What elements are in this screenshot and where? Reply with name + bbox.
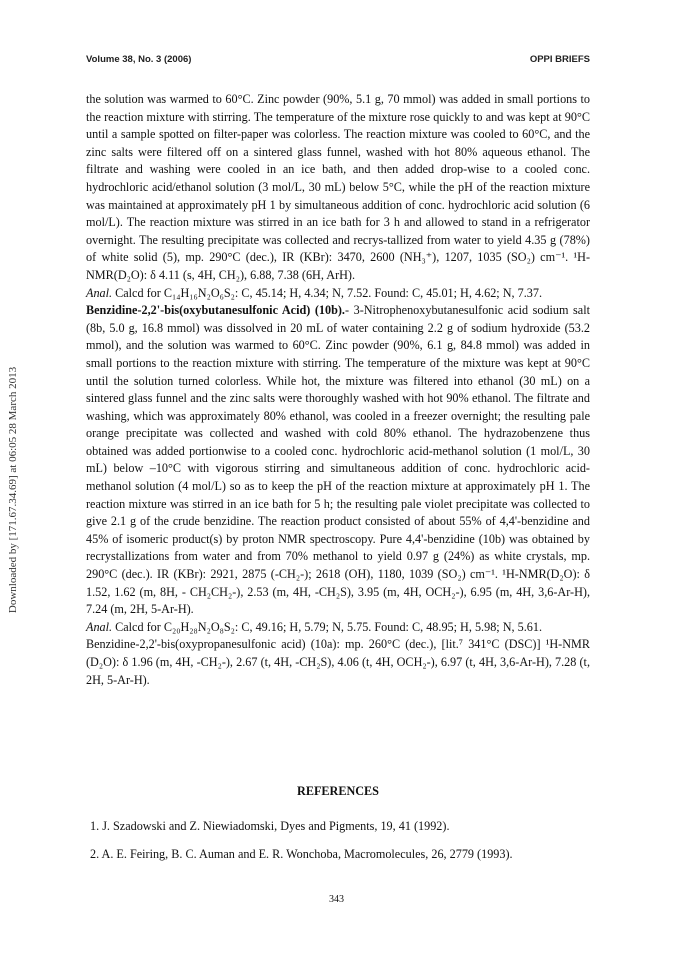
anal-label: Anal. [86, 619, 113, 634]
paragraph-continuation: the solution was warmed to 60°C. Zinc powder (90%, 5.1 g, 70 mmol) was added in small portions to the reaction mixture with stirring. The temperature of the mixture rose quickly to and was kept at 90°C until a sample spotted on filter-paper was colorless. The reaction mixture was cooled to 60°C, and the zinc salts were filtered off on a sintered glass funnel, washed with hot 80% aqueous ethanol. The filtrate and washing were cooled in an ice bath, and then added drop-wise to a cooled conc. hydrochloric acid/ethanol solution (3 mol/L, 30 mL) below 5°C, while the pH of the reaction mixture was maintained at approximately pH 1 by simultaneous addition of conc. hydrochloric acid solution (6 mol/L). The reaction mixture was stirred in an ice bath for 3 h and allowed to stand in a refrigerator overnight. The resulting precipitate was collected and recrys-tallized from water to yield 4.35 g (78%) of white solid (5), mp. 290°C (dec.), IR (KBr): 3470, 2600 (NH₃⁺), 1207, 1035 (SO₂) cm⁻¹. ¹H-NMR(D₂O): δ 4.11 (s, 4H, CH₂), 6.88, 7.38 (6H, ArH). [86, 92, 590, 282]
article-body [86, 91, 590, 689]
download-note: Downloaded by [171.67.34.69] at 06:05 28 March 2013 [7, 366, 19, 614]
anal-label: Anal. [86, 285, 113, 300]
analysis-line-10b [86, 619, 590, 637]
procedure-10b [86, 302, 590, 619]
procedure-text-10b: - 3-Nitrophenoxybutanesulfonic acid sodium salt (8b, 5.0 g, 16.8 mmol) was dissolved in 20 mL of water containing 2.2 g of sodium hydroxide (53.2 mmol), and the solution was warmed to 60°C. Zinc powder (90%, 6.1 g, 84.8 mmol) was added in small portions to the reaction mixture with stirring. The temperature of the mixture was kept at 90°C until the solution turned colorless. While hot, the mixture was filtered into ethanol (30 mL) on a sintered glass funnel and the zinc salts were thoroughly washed with hot 90% ethanol. The filtrate and washing, which was approximately 80% ethanol, was cooled in a freezer overnight; the resulting pale orange precipitate was collected and washed with cold 80% ethanol. The hydrazobenzene thus obtained was added portionwise to a cooled conc. hydrochloric acid-methanol solution (1 mol/L, 30 mL) below –10°C with vigorous stirring and simultaneous addition of conc. hydrochloric acid-methanol solution (4 mol/L) so as to keep the pH of the reaction mixture at approximately pH 1. The reaction mixture was stirred in an ice bath for 5 h; the resulting pale violet precipitate was collected to give 2.1 g of the crude benzidine. The reaction product consisted of about 55% of 4,4'-benzidine and 45% of isomeric product(s) by proton NMR spectroscopy. Pure 4,4'-benzidine (10b) was obtained by recrystallizations from water and from 70% methanol to yield 0.97 g (24%) as white crystals, mp. 290°C (dec.). IR (KBr): 2921, 2875 (-CH₂-); 2618 (OH), 1180, 1039 (SO₂) cm⁻¹. ¹H-NMR(D₂O): δ 1.52, 1.62 (m, 8H, - CH₂CH₂-), 2.53 (m, 4H, -CH₂S), 3.95 (m, 4H, OCH₂-), 6.95 (m, 4H, 3,6-Ar-H), 7.24 (m, 2H, 5-Ar-H). [86, 303, 590, 617]
analysis-line-5 [86, 285, 590, 303]
page-number: 343 [329, 894, 344, 905]
references-heading: REFERENCES [297, 784, 379, 798]
journal-volume: Volume 38, No. 3 (2006) [86, 54, 192, 65]
analysis-text: Calcd for C₂₀H₂₈N₂O₈S₂: C, 49.16; H, 5.79; N, 5.75. Found: C, 48.95; H, 5.98; N, 5.61. [112, 619, 542, 634]
download-watermark [6, 280, 20, 700]
references-list [90, 818, 590, 874]
reference-item: 2. A. E. Feiring, B. C. Auman and E. R. Wonchoba, Macromolecules, 26, 2779 (1993). [90, 847, 513, 861]
compound-title-10b: Benzidine-2,2'-bis(oxybutanesulfonic Acid) (10b). [86, 303, 345, 318]
compound-10a-data: Benzidine-2,2'-bis(oxypropanesulfonic acid) (10a): mp. 260°C (dec.), [lit.⁷ 341°C (DSC)] ¹H-NMR (D₂O): δ 1.96 (m, 4H, -CH₂-), 2.67 (t, 4H, -CH₂S), 4.06 (t, 4H, OCH₂-), 6.97 (t, 4H, 3,6-Ar-H), 7.28 (t, 2H, 5-Ar-H). [86, 637, 590, 687]
reference-item: 1. J. Szadowski and Z. Niewiadomski, Dyes and Pigments, 19, 41 (1992). [90, 819, 450, 833]
section-title: OPPI BRIEFS [529, 54, 590, 65]
analysis-text: Calcd for C₁₄H₁₆N₂O₆S₂: C, 45.14; H, 4.34; N, 7.52. Found: C, 45.01; H, 4.62; N, 7.37. [112, 285, 542, 300]
